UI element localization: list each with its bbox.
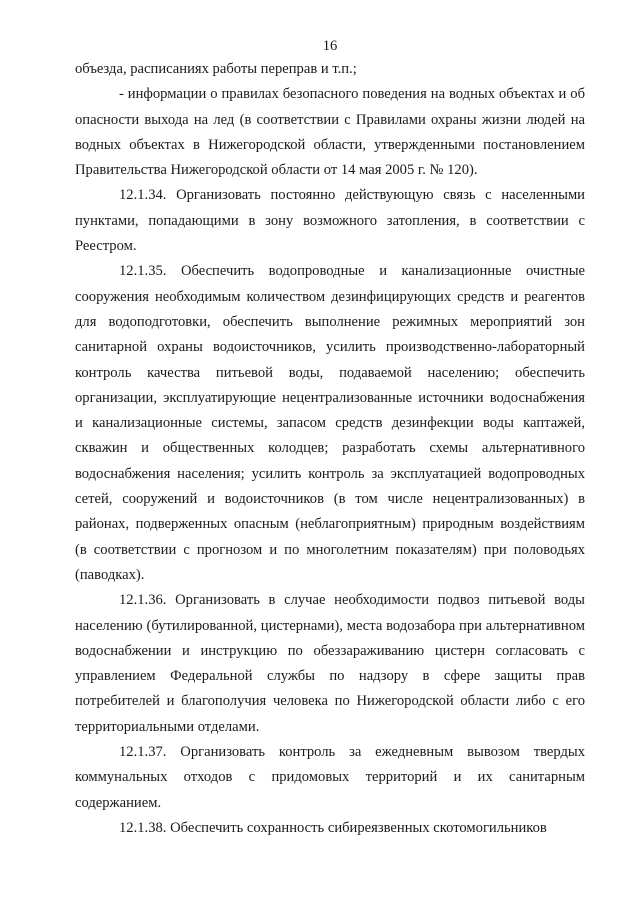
paragraph-12-1-35: 12.1.35. Обеспечить водопроводные и канализационные очистные сооружения необходимым количеством дезинфицирующих средств и реагентов для водоподготовки, обеспечить выполнение режимных мероприятий зон санитарной охраны водоисточников, усилить производственно-лабораторный контроль качества питьевой воды, подаваемой населению; обеспечить организации, эксплуатирующие нецентрализованные источники водоснабжения и канализационные системы, запасом средств дезинфекции воды каптажей, скважин и общественных колодцев; разработать схемы альтернативного водоснабжения населения; усилить контроль за эксплуатацией водопроводных сетей, сооружений и водоисточников (в том числе нецентрализованных) в районах, подверженных опасным (неблагоприятным) природным воздействиям (в соответствии с прогнозом и по многолетним показателям) при половодьях (паводках). [75, 263, 585, 583]
page-number: 16 [322, 38, 338, 54]
document-body [75, 57, 585, 841]
paragraph-water-safety-info: - информации о правилах безопасного поведения на водных объектах и об опасности выхода на лед (в соответствии с Правилами охраны жизни людей на водных объектах в Нижегородской области, утвержденными постановлением Правительства Нижегородской области от 14 мая 2005 г. № 120). [75, 86, 585, 179]
paragraph-continuation: объезда, расписаниях работы переправ и т.п.; [75, 61, 357, 77]
paragraph-12-1-34: 12.1.34. Организовать постоянно действующую связь с населенными пунктами, попадающими в зону возможного затопления, в соответствии с Реестром. [75, 187, 585, 255]
paragraph-12-1-36: 12.1.36. Организовать в случае необходимости подвоз питьевой воды населению (бутилированной, цистернами), места водозабора при альтернативном водоснабжении и инструкцию по обеззараживанию цистерн согласовать с управлением Федеральной службы по надзору в сфере защиты прав потребителей и благополучия человека по Нижегородской области либо с его территориальными отделами. [75, 592, 585, 735]
paragraph-12-1-37: 12.1.37. Организовать контроль за ежедневным вывозом твердых коммунальных отходов с придомовых территорий и их санитарным содержанием. [75, 744, 585, 811]
paragraph-12-1-38: 12.1.38. Обеспечить сохранность сибиреязвенных скотомогильников [119, 819, 547, 836]
